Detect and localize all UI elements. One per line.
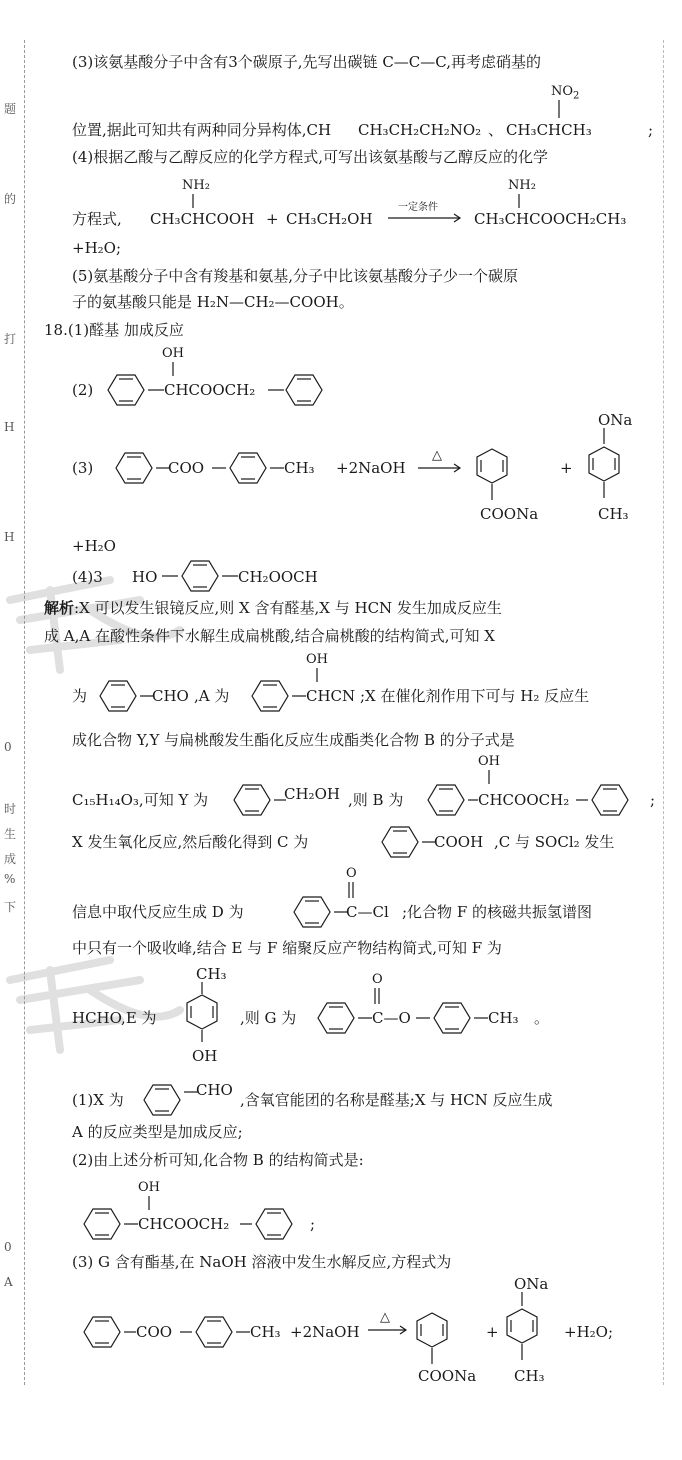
text: A 的反应类型是加成反应; xyxy=(72,1123,243,1141)
bond-line xyxy=(162,574,178,578)
bond-line xyxy=(416,1016,430,1020)
benzene-ring-icon xyxy=(104,372,148,408)
q18-head: 18.(1)醛基 加成反应 xyxy=(44,321,184,339)
benzene-ring-icon xyxy=(248,678,292,714)
plus-sign: + xyxy=(486,1323,499,1341)
a4-tail: CH₂OOCH xyxy=(238,568,318,586)
margin-bleed-text xyxy=(2,0,22,1460)
naoh-label: +2NaOH xyxy=(290,1323,360,1341)
a3-label: (3) xyxy=(72,459,94,477)
benzene-ring-icon xyxy=(290,894,334,930)
bond-line xyxy=(168,362,180,378)
margin-char: H xyxy=(4,420,15,434)
watermark-stamp-icon xyxy=(0,950,200,1060)
bond-line xyxy=(312,668,324,684)
cho-label: CHO xyxy=(152,687,189,705)
benzene-ring-icon xyxy=(178,558,222,594)
ch3-label: CH₃ xyxy=(196,965,227,983)
bond-line xyxy=(222,574,238,578)
text: (1)X 为 xyxy=(72,1091,124,1109)
plus-sign: + xyxy=(266,210,279,228)
benzene-ring-icon xyxy=(410,1312,454,1348)
benzene-ring-icon xyxy=(80,1206,124,1242)
co-label: C—O xyxy=(372,1009,411,1027)
double-bond xyxy=(346,882,358,900)
p3-line1: (3)该氨基酸分子中含有3个碳原子,先写出碳链 C—C—C,再考虑硝基的 xyxy=(72,53,541,71)
isomer-2: CH₃CHCH₃ xyxy=(506,121,592,139)
no2-label: $NO_2$ xyxy=(551,84,580,102)
bond-line xyxy=(188,194,200,210)
text: ;X 在催化剂作用下可与 H₂ 反应生 xyxy=(360,687,590,705)
benzene-ring-icon xyxy=(378,824,422,860)
bond-line xyxy=(516,1292,528,1308)
p5-line2: 子的氨基酸只能是 H₂N—CH₂—COOH。 xyxy=(72,293,354,311)
bond-line xyxy=(124,1330,136,1334)
text: 为 xyxy=(72,687,88,705)
heat-delta: △ xyxy=(432,448,442,463)
ch3-label: CH₃ xyxy=(250,1323,281,1341)
nh2-label: NH₂ xyxy=(182,178,210,193)
oh-label: OH xyxy=(192,1047,218,1065)
a2-label: (2) xyxy=(72,381,94,399)
bond-line xyxy=(598,428,610,446)
bond-line xyxy=(474,1016,488,1020)
benzene-ring-icon xyxy=(192,1314,236,1350)
bond-line xyxy=(426,1348,438,1366)
a3-plus: + xyxy=(560,459,573,477)
text: 。 xyxy=(534,1009,550,1027)
margin-char: 生 xyxy=(4,827,17,841)
a3-h2o: +H₂O xyxy=(72,537,116,555)
b-structure-text: CHCOOCH₂ xyxy=(138,1215,230,1233)
bond-line xyxy=(514,194,526,210)
p4-eq-prefix: 方程式, xyxy=(72,210,122,228)
bond-line xyxy=(148,388,164,392)
bond-line xyxy=(468,798,478,802)
h2o-label: +H₂O; xyxy=(564,1323,614,1341)
right-margin-line xyxy=(663,40,664,1385)
nh2-label: NH₂ xyxy=(508,178,536,193)
bond-line xyxy=(212,466,226,470)
text: ; xyxy=(310,1215,316,1233)
text: ; xyxy=(650,791,656,809)
margin-char: 成 xyxy=(4,852,17,866)
ona-label: ONa xyxy=(514,1275,549,1293)
bond-line xyxy=(358,1016,372,1020)
reactant-1: CH₃CHCOOH xyxy=(150,210,255,228)
oh-label: OH xyxy=(306,652,328,667)
benzene-ring-icon xyxy=(252,1206,296,1242)
text: C₁₅H₁₄O₃,可知 Y 为 xyxy=(72,791,209,809)
a2-text: CHCOOCH₂ xyxy=(164,381,256,399)
coona-label: COONa xyxy=(418,1367,477,1385)
benzene-ring-icon xyxy=(226,450,270,486)
benzene-ring-icon xyxy=(282,372,326,408)
oh-label: OH xyxy=(478,754,500,769)
a3-coo: COO xyxy=(168,459,205,477)
bond-line xyxy=(144,1196,156,1212)
ch3-label: CH₃ xyxy=(488,1009,519,1027)
double-bond xyxy=(372,988,384,1006)
reaction-arrow-icon xyxy=(388,212,464,224)
ccl-label: C—Cl xyxy=(346,903,389,921)
text: ,A 为 xyxy=(194,687,230,705)
a3-ch3b: CH₃ xyxy=(598,505,629,523)
a3-ch3: CH₃ xyxy=(284,459,315,477)
margin-char: 打 xyxy=(4,332,17,346)
reaction-arrow-icon xyxy=(368,1324,410,1336)
text: (2)由上述分析可知,化合物 B 的结构简式是: xyxy=(72,1151,364,1169)
benzene-ring-icon xyxy=(314,1000,358,1036)
reactant-2: CH₃CH₂OH xyxy=(286,210,373,228)
line-end: ; xyxy=(648,121,654,139)
bond-line xyxy=(554,100,566,120)
text: ,C 与 SOCl₂ 发生 xyxy=(494,833,615,851)
margin-char: H xyxy=(4,530,15,544)
text: (3) G 含有酯基,在 NaOH 溶液中发生水解反应,方程式为 xyxy=(72,1253,452,1271)
bond-line xyxy=(486,484,498,502)
margin-char: 下 xyxy=(4,900,17,914)
ch3-label: CH₃ xyxy=(514,1367,545,1385)
coo-label: COO xyxy=(136,1323,173,1341)
oh-label: OH xyxy=(162,346,184,361)
bond-line xyxy=(484,770,496,786)
benzene-ring-icon xyxy=(112,450,156,486)
isomer-sep: 、 xyxy=(488,121,504,139)
text: HCHO,E 为 xyxy=(72,1009,157,1027)
analysis-line8: 中只有一个吸收峰,结合 E 与 F 缩聚反应产物结构简式,可知 F 为 xyxy=(72,939,502,957)
bond-line xyxy=(240,1222,252,1226)
text: ;化合物 F 的核磁共振氢谱图 xyxy=(402,903,592,921)
a4-label: (4)3 xyxy=(72,568,103,586)
reaction-arrow-icon xyxy=(418,462,464,474)
bond-line xyxy=(236,1330,250,1334)
benzene-ring-icon xyxy=(80,1314,124,1350)
bond-line xyxy=(270,466,284,470)
margin-char: 0 xyxy=(4,1240,12,1254)
product: CH₃CHCOOCH₂CH₃ xyxy=(474,210,627,228)
bond-line xyxy=(598,482,610,500)
margin-char: 0 xyxy=(4,740,12,754)
p5-line1: (5)氨基酸分子中含有羧基和氨基,分子中比该氨基酸分子少一个碳原 xyxy=(72,267,519,285)
bond-line xyxy=(576,798,588,802)
text: 信息中取代反应生成 D 为 xyxy=(72,903,244,921)
binding-margin-line xyxy=(24,40,25,1385)
a4-ho: HO xyxy=(132,568,158,586)
benzene-ring-icon xyxy=(588,782,632,818)
analysis-paragraph: 解析:X 可以发生银镜反应,则 X 含有醛基,X 与 HCN 发生加成反应生 xyxy=(44,599,502,617)
p4-line3: +H₂O; xyxy=(72,239,122,257)
benzene-ring-icon xyxy=(96,678,140,714)
margin-char: 的 xyxy=(4,192,17,206)
cooh-label: COOH xyxy=(434,833,484,851)
oh-label: OH xyxy=(138,1180,160,1195)
margin-char: % xyxy=(4,872,16,886)
p4-line1: (4)根据乙酸与乙醇反应的化学方程式,可写出该氨基酸与乙醇反应的化学 xyxy=(72,148,549,166)
reaction-condition: 一定条件 xyxy=(398,202,438,213)
benzene-ring-icon xyxy=(230,782,274,818)
cho-label: CHO xyxy=(196,1081,233,1099)
text: ,则 B 为 xyxy=(348,791,404,809)
margin-char: 题 xyxy=(4,102,17,116)
analysis-line4: 成化合物 Y,Y 与扁桃酸发生酯化反应生成酯类化合物 B 的分子式是 xyxy=(72,731,515,749)
benzene-ring-icon xyxy=(582,446,626,482)
bond-line xyxy=(292,694,306,698)
benzene-ring-icon xyxy=(180,994,224,1030)
carbonyl-o: O xyxy=(346,866,357,881)
benzene-ring-icon xyxy=(430,1000,474,1036)
margin-char: 时 xyxy=(4,802,17,816)
a3-ona: ONa xyxy=(598,411,633,429)
text: ,则 G 为 xyxy=(240,1009,297,1027)
text: ,含氧官能团的名称是醛基;X 与 HCN 反应生成 xyxy=(240,1091,553,1109)
benzene-ring-icon xyxy=(424,782,468,818)
bond-line xyxy=(196,1030,208,1044)
a3-naoh: +2NaOH xyxy=(336,459,406,477)
isomer-1: CH₃CH₂CH₂NO₂ xyxy=(358,121,482,139)
carbonyl-o: O xyxy=(372,972,383,987)
benzene-ring-icon xyxy=(470,448,514,484)
chcn-label: CHCN xyxy=(306,687,356,705)
bond-line xyxy=(124,1222,138,1226)
text: X 发生氧化反应,然后酸化得到 C 为 xyxy=(72,833,309,851)
chcooch2-label: CHCOOCH₂ xyxy=(478,791,570,809)
benzene-ring-icon xyxy=(140,1082,184,1118)
heat-delta: △ xyxy=(380,1310,390,1325)
p3-line2: 位置,据此可知共有两种同分异构体,CH xyxy=(72,121,332,139)
analysis-line2: 成 A,A 在酸性条件下水解生成扁桃酸,结合扁桃酸的结构简式,可知 X xyxy=(44,627,495,645)
benzene-ring-icon xyxy=(500,1308,544,1344)
analysis-label: 解析 xyxy=(44,599,75,617)
bond-line xyxy=(180,1330,192,1334)
a3-coona: COONa xyxy=(480,505,539,523)
margin-char: A xyxy=(4,1275,13,1289)
ch2oh-label: CH₂OH xyxy=(284,785,340,803)
bond-line xyxy=(516,1344,528,1362)
